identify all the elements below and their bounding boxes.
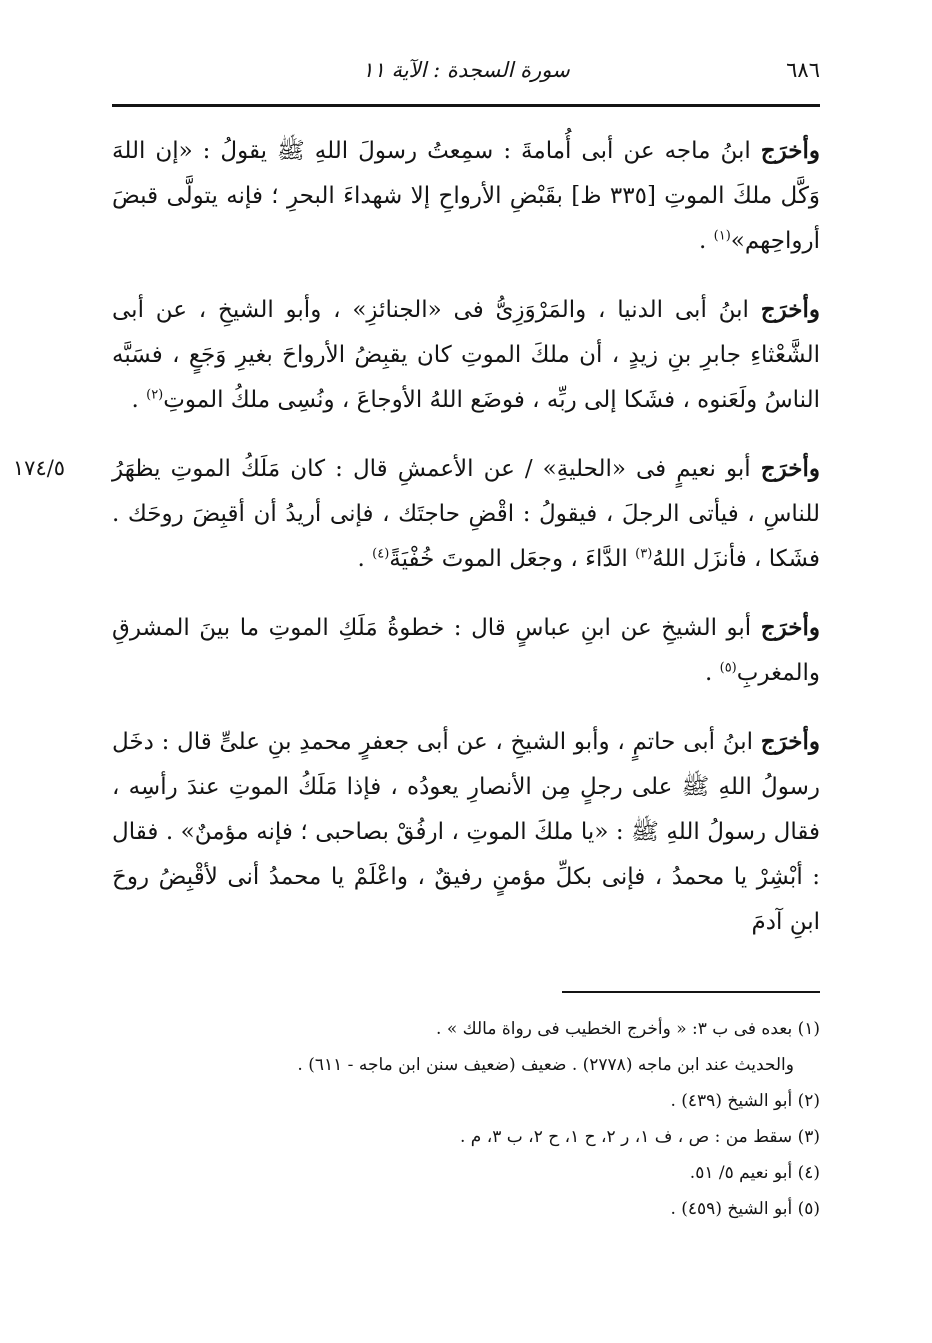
paragraph-end: . [704,660,720,686]
paragraph-text: أبو الشيخِ عن ابنِ عباسٍ قال : خطوةُ مَلَكِ الموتِ ما بينَ المشرقِ والمغربِ [112,615,820,686]
paragraph-lead: وأخرَج [760,296,820,323]
paragraph-3 [12,446,820,582]
footnote-marker: (٥) [719,660,737,676]
footnote-5: (٥) أبو الشيخ (٤٥٩) . [670,1199,820,1219]
footnote-marker: (٤) [372,546,390,562]
main-text [12,128,820,968]
page-header [112,52,820,96]
paragraph-lead: وأخرَج [760,728,820,755]
running-title: سورة السجدة : الآية ١١ [362,58,570,82]
paragraph-text: ابنُ أبى حاتمٍ ، وأبو الشيخِ ، عن أبى جعفرٍ محمدِ بنِ علىٍّ قال : دخَل رسولُ اللهِ ﷺ على رجلٍ مِن الأنصارِ يعودُه ، فإذا مَلَكُ الموتِ عندَ رأسِه ، فقال رسولُ اللهِ ﷺ : «يا ملكَ الموتِ ، ارفُقْ بصاحبى ؛ فإنه مؤمنٌ» . فقال : أبْشِرْ يا محمدُ ، فإنى بكلِّ مؤمنٍ رفيقٌ ، واعْلَمْ يا محمدُ أنى لأقْبِضُ روحَ ابنِ آدمَ [112,729,820,935]
paragraph-text: أبو نعيمٍ فى «الحليةِ» / عن الأعمشِ قال : كان مَلَكُ الموتِ يظهَرُ للناسِ ، فيأتى الرجلَ ، فيقولُ : اقْضِ حاجتَك ، فإنى أريدُ أن أقبِضَ روحَك . فشَكا ، فأنزَل اللهُ [112,456,820,572]
footnote-1: (١) بعده فى ب ٣: « وأخرج الخطيب فى رواة مالك » . [436,1019,820,1039]
paragraph-lead: وأخرَج [760,614,820,641]
footnote-rule [562,991,820,993]
footnote-1-continued: والحديث عند ابن ماجه (٢٧٧٨) . ضعيف (ضعيف سنن ابن ماجه - ٦١١) . [297,1055,794,1075]
paragraph-5 [112,719,820,945]
footnotes [112,1011,820,1227]
page-number: ٦٨٦ [786,58,820,82]
footnote-marker: (٣) [635,546,653,562]
paragraph-lead: وأخرَج [760,455,820,482]
paragraph-end: . [699,228,714,254]
paragraph-text-continued: الدَّاءَ ، وجعَل الموتَ خُفْيَةً [389,546,636,572]
paragraph-4 [112,605,820,696]
paragraph-lead: وأخرَج [760,137,820,164]
footnote-marker: (٢) [146,387,164,403]
paragraph-2 [112,287,820,423]
footnote-4: (٤) أبو نعيم ٥/ ٥١. [689,1163,820,1183]
paragraph-end: . [131,387,147,413]
paragraph-text: ابنُ أبى الدنيا ، والمَرْوَزِىُّ فى «الجنائزِ» ، وأبو الشيخِ ، عن أبى الشَّعْثاءِ جابرِ بنِ زيدٍ ، أن ملكَ الموتِ كان يقبِضُ الأرواحَ بغيرِ وَجَعٍ ، فسَبَّه الناسُ ولَعَنوه ، فشَكا إلى ربِّه ، فوضَع اللهُ الأوجاعَ ، ونُسِى ملكُ الموتِ [112,297,820,413]
footnote-marker: (١) [713,228,731,244]
paragraph-end: . [357,546,373,572]
paragraph-text: ابنُ ماجه عن أبى أُمامةَ : سمِعتُ رسولَ اللهِ ﷺ يقولُ : «إن اللهَ وَكَّل ملكَ الموتِ [٣٣٥ ظ] بقَبْضِ الأرواحِ إلا شهداءَ البحرِ ؛ فإنه يتولَّى قبضَ أرواحِهم» [112,138,820,254]
footnote-3: (٣) سقط من : ص ، ف ١، ر ٢، ح ١، ح ٢، ب ٣، م . [460,1127,820,1147]
margin-reference: ١٧٤/٥ [12,456,66,480]
footnote-2: (٢) أبو الشيخ (٤٣٩) . [670,1091,820,1111]
paragraph-1 [112,128,820,264]
header-rule [112,104,820,107]
